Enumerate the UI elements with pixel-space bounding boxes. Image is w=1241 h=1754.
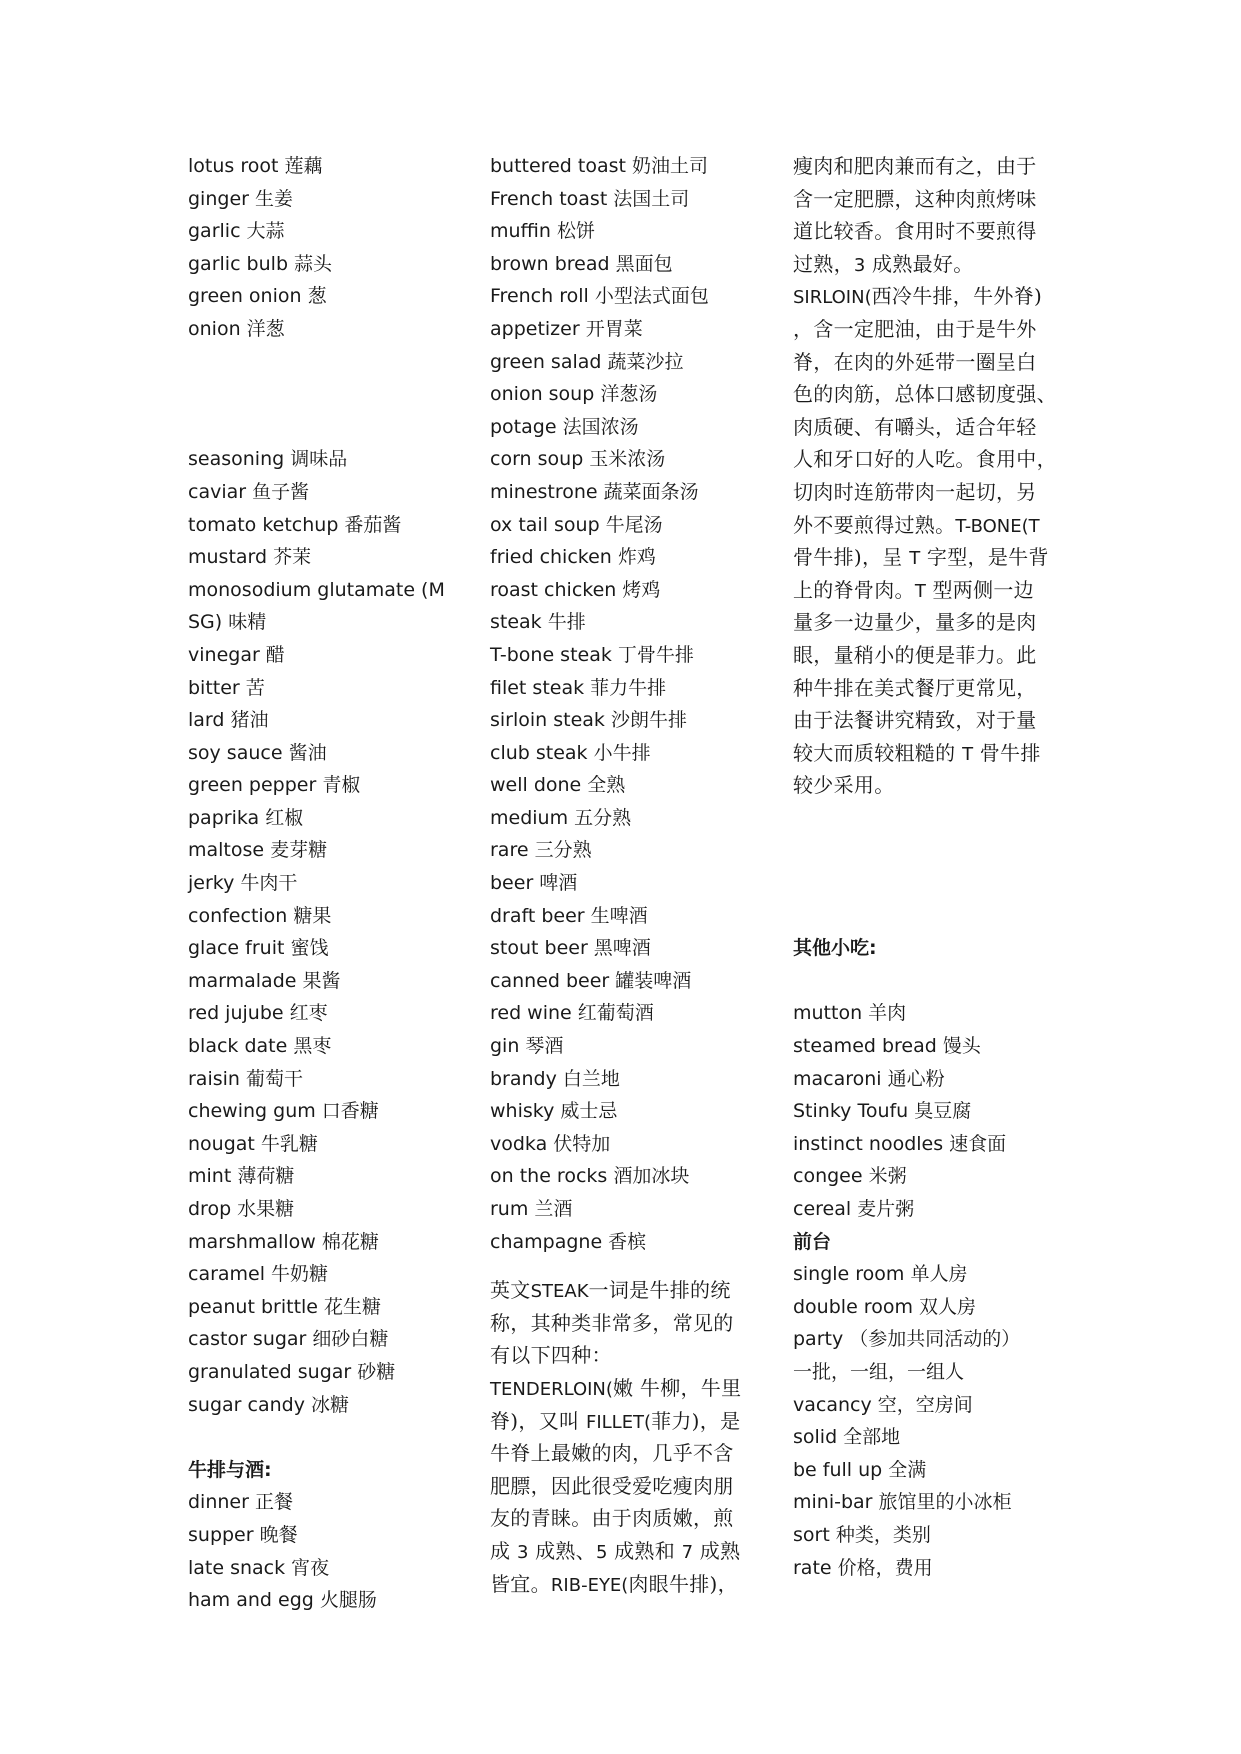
vocab-entry: green salad 蔬菜沙拉: [490, 350, 684, 373]
vocab-entry: chewing gum 口香糖: [188, 1100, 379, 1123]
column-3: [793, 150, 1063, 1584]
vocab-entry: potage 法国浓汤: [490, 415, 639, 438]
paragraph-segment: 过熟，: [793, 251, 854, 276]
snack-list: [793, 997, 1063, 1225]
paragraph-segment: 西冷牛排，牛外脊): [871, 284, 1043, 309]
vocab-entry: lotus root 莲藕: [188, 155, 323, 177]
column-2: [490, 150, 760, 1600]
steak-paragraph-start: [490, 1274, 760, 1600]
paragraph-segment: 菲力)，是: [651, 1408, 741, 1433]
paragraph-segment: T: [962, 743, 974, 765]
paragraph-segment: 瘦肉和肥肉兼而有之，由于: [793, 154, 1037, 178]
paragraph-segment: 上的脊骨肉。: [793, 577, 915, 602]
vocab-entry: ham and egg 火腿肠: [188, 1589, 377, 1612]
paragraph-line: [490, 1470, 760, 1503]
paragraph-line: [793, 443, 1063, 476]
vocab-entry: mint 薄荷糖: [188, 1165, 295, 1188]
vocab-entry: be full up 全满: [793, 1458, 927, 1481]
paragraph-segment: 型两侧一边: [925, 577, 1034, 602]
paragraph-line: [490, 1502, 760, 1535]
section-heading-front-desk: 前台: [793, 1230, 832, 1253]
vocab-entry: party （参加共同活动的）: [793, 1328, 1021, 1351]
paragraph-segment: 英文: [490, 1278, 531, 1303]
vocab-entry: maltose 麦芽糖: [188, 839, 328, 862]
paragraph-line: [793, 672, 1063, 705]
paragraph-segment: 人和牙口好的人吃。食用中，: [793, 447, 1057, 472]
paragraph-segment: 色的肉筋，总体口感韧度强、: [793, 382, 1057, 407]
seasoning-list: [188, 443, 458, 1421]
vocab-entry: on the rocks 酒加冰块: [490, 1165, 690, 1188]
vocab-entry: ox tail soup 牛尾汤: [490, 513, 663, 536]
vocab-entry: green pepper 青椒: [188, 774, 361, 797]
vocab-entry: raisin 葡萄干: [188, 1067, 303, 1090]
paragraph-line: [793, 639, 1063, 672]
vocab-entry: dinner 正餐: [188, 1491, 293, 1514]
paragraph-segment: 种牛排在美式餐厅更常见，: [793, 675, 1037, 700]
vocab-entry: drop 水果糖: [188, 1198, 295, 1220]
vocab-entry: SG) 味精: [188, 611, 267, 634]
paragraph-line: [793, 248, 1063, 281]
vocab-entry: seasoning 调味品: [188, 448, 348, 471]
paragraph-segment: 骨牛排: [973, 740, 1041, 765]
paragraph-line: [793, 704, 1063, 737]
vocab-entry: minestrone 蔬菜面条汤: [490, 480, 699, 503]
vocab-entry: green onion 葱: [188, 285, 327, 308]
vocab-entry: roast chicken 烤鸡: [490, 578, 661, 601]
vocab-entry: French toast 法国土司: [490, 187, 690, 210]
vocab-entry: brandy 白兰地: [490, 1067, 620, 1090]
vocab-entry: sirloin steak 沙朗牛排: [490, 709, 687, 732]
vocab-entry: vodka 伏特加: [490, 1132, 611, 1155]
vocab-entry: cereal 麦片粥: [793, 1198, 915, 1220]
vocab-entry: draft beer 生啤酒: [490, 904, 648, 927]
vocab-entry: beer 啤酒: [490, 872, 578, 895]
vocab-entry: fried chicken 炸鸡: [490, 546, 656, 569]
paragraph-segment: TENDERLOIN(: [490, 1378, 613, 1400]
paragraph-segment: 道比较香。食用时不要煎得: [793, 219, 1037, 244]
vocab-entry: late snack 宵夜: [188, 1556, 330, 1579]
vocab-entry: steamed bread 馒头: [793, 1035, 981, 1058]
paragraph-line: [793, 150, 1063, 183]
vocab-entry: onion 洋葱: [188, 317, 285, 340]
paragraph-segment: 成熟和: [607, 1538, 682, 1563]
vocab-entry: onion soup 洋葱汤: [490, 383, 658, 406]
vocab-entry: bitter 苦: [188, 676, 265, 699]
vocab-entry: granulated sugar 砂糖: [188, 1360, 396, 1383]
vocab-entry: T-bone steak 丁骨牛排: [490, 643, 694, 666]
paragraph-line: [490, 1437, 760, 1470]
meal-list: [188, 1486, 458, 1616]
vocab-entry: ginger 生姜: [188, 187, 293, 210]
vocab-entry: mutton 羊肉: [793, 1002, 907, 1025]
vocab-entry: caviar 鱼子酱: [188, 480, 310, 503]
paragraph-segment: 有以下四种：: [490, 1343, 612, 1368]
paragraph-segment: FILLET(: [585, 1411, 652, 1433]
vocab-entry: glace fruit 蜜饯: [188, 937, 329, 960]
vocab-entry: tomato ketchup 番茄酱: [188, 513, 402, 536]
vocab-entry: rare 三分熟: [490, 839, 592, 862]
paragraph-segment: 7: [681, 1541, 694, 1563]
paragraph-segment: 肥膘，因此很受爱吃瘦肉朋: [490, 1473, 734, 1498]
vocab-entry: paprika 红椒: [188, 806, 304, 829]
vocab-entry: 一批，一组，一组人: [793, 1360, 965, 1383]
paragraph-segment: 肉眼牛排)，: [628, 1571, 738, 1596]
vocab-entry: red wine 红葡萄酒: [490, 1002, 654, 1025]
vegetable-list: [188, 150, 458, 346]
paragraph-line: [490, 1339, 760, 1372]
vocab-entry: rum 兰酒: [490, 1198, 573, 1220]
vocab-entry: muffin 松饼: [490, 220, 596, 243]
vocab-entry: canned beer 罐装啤酒: [490, 969, 692, 992]
paragraph-line: [793, 215, 1063, 248]
paragraph-line: [490, 1274, 760, 1307]
vocab-entry: filet steak 菲力牛排: [490, 676, 667, 699]
vocab-entry: marmalade 果酱: [188, 969, 341, 992]
vocab-entry: mustard 芥茉: [188, 546, 312, 569]
vocab-entry: mini-bar 旅馆里的小冰柜: [793, 1491, 1012, 1514]
vocab-entry: lard 猪油: [188, 709, 269, 732]
paragraph-segment: 眼，量稍小的便是菲力。此: [793, 642, 1037, 667]
paragraph-line: [793, 606, 1063, 639]
vocab-entry: gin 琴酒: [490, 1035, 564, 1058]
paragraph-segment: 骨牛排)，呈: [793, 545, 910, 570]
vocab-entry: jerky 牛肉干: [188, 872, 298, 895]
paragraph-segment: 成熟、: [528, 1538, 596, 1563]
paragraph-segment: 量多一边量少，量多的是肉: [793, 610, 1037, 635]
paragraph-segment: 含一定肥膘，这种肉煎烤味: [793, 186, 1037, 211]
vocab-entry: congee 米粥: [793, 1165, 907, 1188]
vocab-entry: rate 价格，费用: [793, 1556, 933, 1579]
vocab-entry: monosodium glutamate (M: [188, 578, 445, 601]
section-heading-steak-wine: 牛排与酒:: [188, 1458, 272, 1481]
paragraph-segment: RIB-EYE(: [550, 1574, 629, 1596]
vocab-entry: club steak 小牛排: [490, 741, 651, 764]
paragraph-line: [793, 737, 1063, 770]
paragraph-segment: 5: [595, 1541, 608, 1563]
paragraph-line: [490, 1568, 760, 1601]
paragraph-segment: T: [909, 548, 921, 570]
vocab-entry: brown bread 黑面包: [490, 252, 673, 275]
paragraph-line: [793, 509, 1063, 542]
paragraph-segment: 成熟最好。: [865, 251, 974, 276]
vocab-entry: well done 全熟: [490, 774, 626, 797]
paragraph-line: [793, 280, 1063, 313]
vocab-entry: instinct noodles 速食面: [793, 1132, 1007, 1155]
vocab-entry: caramel 牛奶糖: [188, 1263, 329, 1286]
vocab-entry: supper 晚餐: [188, 1523, 298, 1546]
vocab-entry: sort 种类，类别: [793, 1523, 931, 1546]
vocab-entry: champagne 香槟: [490, 1230, 647, 1253]
vocab-entry: buttered toast 奶油土司: [490, 155, 708, 177]
paragraph-segment: SIRLOIN(: [793, 287, 872, 309]
column-1: [188, 150, 458, 1617]
paragraph-line: [793, 476, 1063, 509]
vocab-entry: Stinky Toufu 臭豆腐: [793, 1100, 972, 1123]
paragraph-segment: 3: [853, 254, 866, 276]
paragraph-segment: 成熟: [693, 1538, 741, 1563]
vocab-entry: confection 糖果: [188, 904, 332, 927]
paragraph-segment: 嫩 牛柳，牛里: [612, 1375, 742, 1400]
paragraph-segment: 较大而质较粗糙的: [793, 740, 963, 765]
paragraph-line: [793, 346, 1063, 379]
vocab-entry: marshmallow 棉花糖: [188, 1230, 379, 1253]
paragraph-segment: 脊，在肉的外延带一圈呈白: [793, 349, 1037, 374]
paragraph-line: [793, 378, 1063, 411]
paragraph-segment: 皆宜。: [490, 1571, 551, 1596]
front-desk-list: [793, 1258, 1063, 1584]
section-heading-snacks: 其他小吃:: [793, 937, 877, 960]
paragraph-segment: 外不要煎得过熟。: [793, 512, 956, 537]
paragraph-line: [490, 1372, 760, 1405]
paragraph-line: [793, 411, 1063, 444]
vocab-entry: corn soup 玉米浓汤: [490, 448, 666, 471]
paragraph-segment: 较少采用。: [793, 773, 895, 798]
vocab-entry: peanut brittle 花生糖: [188, 1295, 382, 1318]
paragraph-segment: ，含一定肥油，由于是牛外: [793, 316, 1037, 341]
paragraph-segment: 成: [490, 1538, 517, 1563]
vocab-entry: black date 黑枣: [188, 1035, 332, 1058]
vocab-entry: vacancy 空，空房间: [793, 1393, 973, 1416]
paragraph-segment: 字型，是牛背: [920, 545, 1049, 570]
steak-paragraph-continued: [793, 150, 1063, 802]
vocab-entry: garlic 大蒜: [188, 220, 285, 243]
paragraph-line: [793, 183, 1063, 216]
vocab-entry: vinegar 醋: [188, 643, 285, 666]
vocab-entry: single room 单人房: [793, 1263, 968, 1286]
vocab-entry: steak 牛排: [490, 611, 586, 634]
paragraph-line: [793, 574, 1063, 607]
paragraph-segment: T-BONE(T: [955, 515, 1040, 537]
vocab-entry: red jujube 红枣: [188, 1002, 328, 1025]
vocab-entry: castor sugar 细砂白糖: [188, 1328, 389, 1351]
paragraph-segment: 3: [516, 1541, 529, 1563]
vocab-entry: medium 五分熟: [490, 806, 632, 829]
vocab-entry: stout beer 黑啤酒: [490, 937, 651, 960]
vocab-entry: soy sauce 酱油: [188, 741, 327, 764]
vocab-entry: solid 全部地: [793, 1426, 901, 1449]
paragraph-line: [793, 313, 1063, 346]
vocab-entry: French roll 小型法式面包: [490, 285, 709, 308]
vocab-entry: sugar candy 冰糖: [188, 1393, 349, 1416]
paragraph-line: [490, 1535, 760, 1568]
paragraph-line: [490, 1307, 760, 1340]
paragraph-segment: 肉质硬、有嚼头，适合年轻: [793, 414, 1037, 439]
paragraph-segment: 切肉时连筋带肉一起切，另: [793, 479, 1037, 504]
paragraph-segment: 由于法餐讲究精致，对于量: [793, 708, 1037, 733]
paragraph-line: [490, 1405, 760, 1438]
paragraph-segment: 脊)，又叫: [490, 1408, 586, 1433]
paragraph-line: [793, 541, 1063, 574]
vocab-entry: macaroni 通心粉: [793, 1067, 945, 1090]
paragraph-segment: 牛脊上最嫩的肉，几乎不含: [490, 1441, 734, 1466]
vocab-entry: whisky 威士忌: [490, 1100, 618, 1123]
vocab-entry: double room 双人房: [793, 1295, 976, 1318]
vocab-entry: nougat 牛乳糖: [188, 1132, 318, 1155]
paragraph-segment: 一词是牛排的统: [588, 1278, 731, 1303]
paragraph-line: [793, 769, 1063, 802]
paragraph-segment: 友的青睐。由于肉质嫩，煎: [490, 1506, 734, 1531]
paragraph-segment: 称，其种类非常多，常见的: [490, 1310, 734, 1335]
paragraph-segment: STEAK: [530, 1281, 589, 1303]
paragraph-segment: T: [914, 580, 926, 602]
food-drink-list: [490, 150, 760, 1258]
vocab-entry: garlic bulb 蒜头: [188, 252, 333, 275]
vocab-entry: appetizer 开胃菜: [490, 317, 643, 340]
